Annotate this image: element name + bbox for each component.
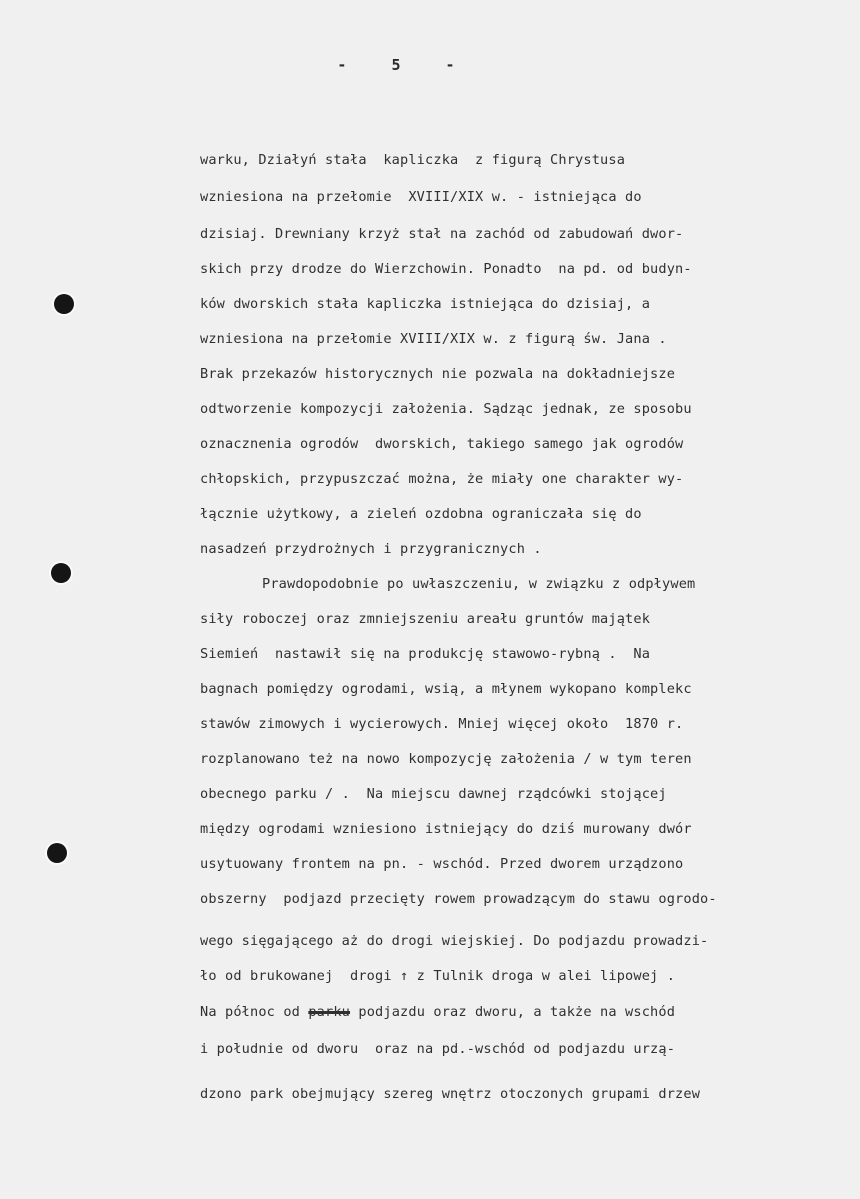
punch-hole (47, 843, 67, 863)
text-line: łącznie użytkowy, a zieleń ozdobna ograniczała się do (200, 506, 642, 522)
text-line: i południe od dworu oraz na pd.-wschód od podjazdu urzą- (200, 1041, 676, 1057)
text-line: Brak przekazów historycznych nie pozwala na dokładniejsze (200, 366, 676, 382)
struck-out-word: parku (308, 1004, 351, 1020)
text-line: usytuowany frontem na pn. - wschód. Przed dworem urządzono (200, 856, 684, 872)
text-line: bagnach pomiędzy ogrodami, wsią, a młynem wykopano komplekc (200, 681, 692, 697)
text-line: Siemień nastawił się na produkcję stawowo-rybną . Na (200, 646, 651, 662)
text-line: skich przy drodze do Wierzchowin. Ponadto na pd. od budyn- (200, 261, 692, 277)
text-line: dzono park obejmujący szereg wnętrz otoczonych grupami drzew (200, 1086, 701, 1102)
text-line: ło od brukowanej drogi ↑ z Tulnik droga w alei lipowej . (200, 968, 676, 984)
text-line: obszerny podjazd przecięty rowem prowadzącym do stawu ogrodo- (200, 891, 717, 907)
text-line: warku, Działyń stała kapliczka z figurą Chrystusa (200, 152, 626, 168)
text-line: między ogrodami wzniesiono istniejący do dziś murowany dwór (200, 821, 692, 837)
text-line: stawów zimowych i wycierowych. Mniej więcej około 1870 r. (200, 716, 684, 732)
text-line (200, 1004, 675, 1020)
text-line: wego sięgającego aż do drogi wiejskiej. Do podjazdu prowadzi- (200, 933, 709, 949)
text-line: obecnego parku / . Na miejscu dawnej rządcówki stojącej (200, 786, 667, 802)
text-line: Prawdopodobnie po uwłaszczeniu, w związku z odpływem (262, 576, 696, 592)
text-fragment: Na północ od (200, 1004, 309, 1020)
text-line: chłopskich, przypuszczać można, że miały one charakter wy- (200, 471, 684, 487)
text-line: rozplanowano też na nowo kompozycję założenia / w tym teren (200, 751, 692, 767)
text-line: dzisiaj. Drewniany krzyż stał na zachód od zabudowań dwor- (200, 226, 684, 242)
text-line: ków dworskich stała kapliczka istniejąca do dzisiaj, a (200, 296, 651, 312)
text-line: odtworzenie kompozycji założenia. Sądząc jednak, ze sposobu (200, 401, 692, 417)
text-fragment: podjazdu oraz dworu, a także na wschód (358, 1004, 676, 1020)
text-line: oznacznenia ogrodów dworskich, takiego samego jak ogrodów (200, 436, 684, 452)
punch-hole (51, 563, 71, 583)
punch-hole (54, 294, 74, 314)
text-line: nasadzeń przydrożnych i przygranicznych . (200, 541, 542, 557)
text-line: wzniesiona na przełomie XVIII/XIX w. - istniejąca do (200, 189, 642, 205)
text-line: siły roboczej oraz zmniejszeniu areału gruntów majątek (200, 611, 651, 627)
text-line: wzniesiona na przełomie XVIII/XIX w. z figurą św. Jana . (200, 331, 667, 347)
page-number: - 5 - (337, 56, 473, 74)
